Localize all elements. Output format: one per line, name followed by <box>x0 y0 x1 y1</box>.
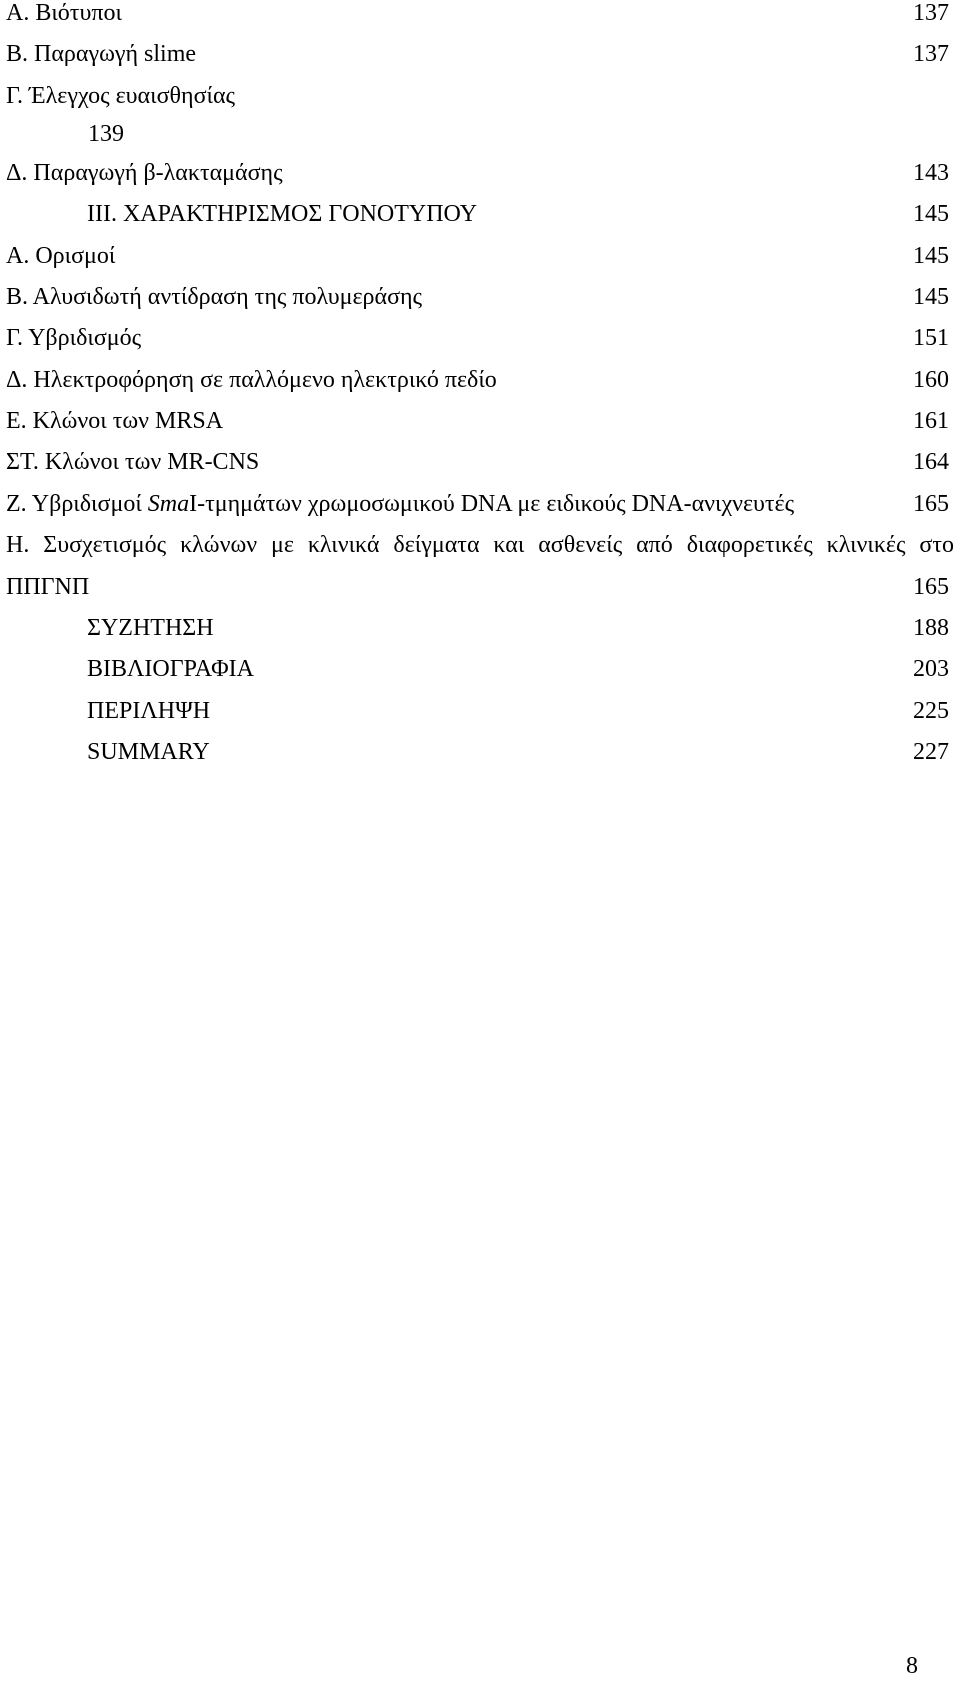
toc-entry-continuation <box>0 118 960 150</box>
toc-entry <box>0 157 960 189</box>
toc-entry <box>0 80 960 112</box>
toc-entry-page: 164 <box>913 449 949 475</box>
toc-entry-page: 165 <box>913 491 949 517</box>
toc-entry-page: 161 <box>913 408 949 434</box>
toc-entry-label-suffix: I-τμημάτων χρωμοσωμικού DNA με ειδικούς DNA-ανιχνευτές <box>189 491 795 517</box>
toc-entry <box>0 240 960 272</box>
toc-entry <box>0 322 960 354</box>
toc-entry-label <box>6 488 794 520</box>
toc-entry-label: III. ΧΑΡΑΚΤΗΡΙΣΜΟΣ ΓΟΝΟΤΥΠΟΥ <box>87 201 478 227</box>
toc-entry-label: ΒΙΒΛΙΟΓΡΑΦΙΑ <box>87 656 254 682</box>
toc-entry-page: 165 <box>913 574 949 600</box>
toc-entry <box>0 198 960 230</box>
toc-entry-page: 137 <box>913 0 949 26</box>
toc-entry <box>0 281 960 313</box>
toc-entry <box>0 38 960 70</box>
page-number: 8 <box>906 1653 918 1679</box>
toc-entry-page: 139 <box>88 121 124 147</box>
toc-entry-label: Β. Παραγωγή slime <box>6 41 197 67</box>
toc-entry-continuation <box>0 571 960 603</box>
toc-entry-page: 151 <box>913 325 949 351</box>
toc-entry <box>0 0 960 29</box>
toc-entry <box>0 695 960 727</box>
toc-entry-label: Η. Συσχετισμός κλώνων με κλινικά δείγματα και ασθενείς από διαφορετικές κλινικές στο <box>6 532 954 558</box>
toc-entry-page: 188 <box>913 615 949 641</box>
toc-entry-label: Α. Βιότυποι <box>6 0 122 26</box>
toc-entry-label: Δ. Παραγωγή β-λακταμάσης <box>6 160 283 186</box>
toc-entry-label: ΣΤ. Κλώνοι των MR-CNS <box>6 449 260 475</box>
toc-entry-page: 203 <box>913 656 949 682</box>
toc-entry-label: Β. Αλυσιδωτή αντίδραση της πολυμεράσης <box>6 284 423 310</box>
toc-entry-page: 143 <box>913 160 949 186</box>
toc-entry-label: ΠΠΓΝΠ <box>6 574 90 600</box>
toc-entry-page: 145 <box>913 201 949 227</box>
toc-entry-page: 145 <box>913 243 949 269</box>
toc-entry <box>0 364 960 396</box>
toc-entry-page: 145 <box>913 284 949 310</box>
toc-entry-label: SUMMARY <box>87 739 210 765</box>
toc-entry <box>0 736 960 768</box>
toc-entry-label: Γ. Υβριδισμός <box>6 325 142 351</box>
toc-entry <box>0 612 960 644</box>
toc-entry-page: 137 <box>913 41 949 67</box>
toc-entry-label: Γ. Έλεγχος ευαισθησίας <box>6 83 236 109</box>
toc-entry-page: 160 <box>913 367 949 393</box>
toc-entry <box>0 529 960 561</box>
toc-entry-label: ΠΕΡΙΛΗΨΗ <box>87 698 211 724</box>
toc-entry-label: ΣΥΖΗΤΗΣΗ <box>87 615 214 641</box>
toc-entry-label: Δ. Ηλεκτροφόρηση σε παλλόμενο ηλεκτρικό πεδίο <box>6 367 497 393</box>
toc-entry-page: 227 <box>913 739 949 765</box>
toc-entry <box>0 488 960 520</box>
toc-entry-label-prefix: Ζ. Υβριδισμοί <box>6 491 148 517</box>
toc-entry <box>0 405 960 437</box>
toc-entry <box>0 446 960 478</box>
toc-entry <box>0 653 960 685</box>
toc-entry-label: Α. Ορισμοί <box>6 243 116 269</box>
toc-entry-page: 225 <box>913 698 949 724</box>
toc-entry-label-italic: Sma <box>147 491 190 517</box>
toc-entry-label: Ε. Κλώνοι των MRSA <box>6 408 224 434</box>
